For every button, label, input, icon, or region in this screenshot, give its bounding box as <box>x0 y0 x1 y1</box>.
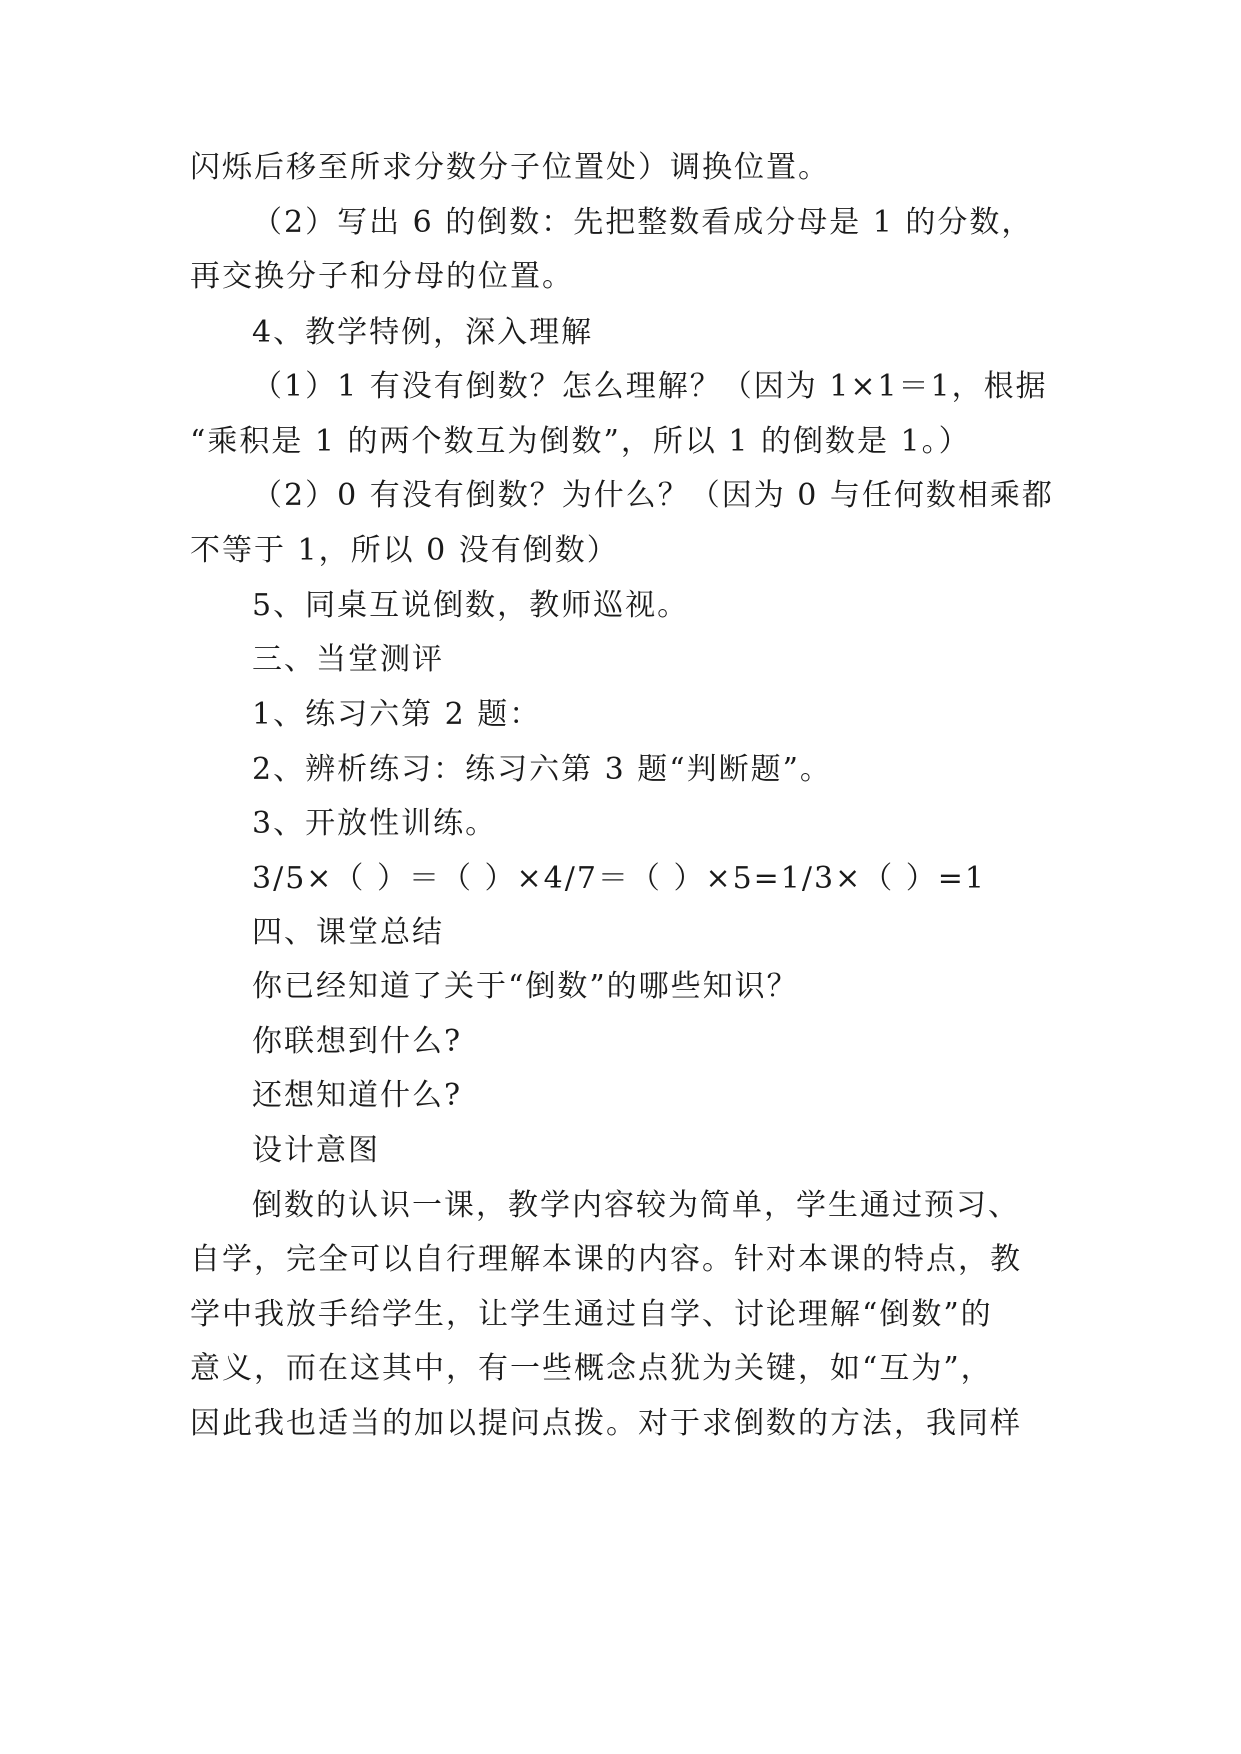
section-heading: 5、同桌互说倒数，教师巡视。 <box>252 588 690 623</box>
section-heading: 4、教学特例，深入理解 <box>252 315 594 350</box>
text-line: 不等于 1，所以 0 没有倒数） <box>190 533 619 568</box>
text-line: 你已经知道了关于“倒数”的哪些知识？ <box>252 969 799 1004</box>
text-line: 学中我放手给学生，让学生通过自学、讨论理解“倒数”的 <box>190 1297 993 1332</box>
equation-line: 3/5×（ ）＝（ ）×4/7＝（ ）×5=1/3×（ ）=1 <box>252 861 986 896</box>
text-line: 还想知道什么? <box>252 1078 463 1113</box>
text-line: 倒数的认识一课，教学内容较为简单，学生通过预习、 <box>252 1188 1020 1223</box>
text-line: 再交换分子和分母的位置。 <box>190 259 574 294</box>
text-line: 意义，而在这其中，有一些概念点犹为关键，如“互为”， <box>190 1351 993 1386</box>
text-line: （1）1 有没有倒数？怎么理解？（因为 1×1＝1，根据 <box>252 369 1048 404</box>
text-line: 自学，完全可以自行理解本课的内容。针对本课的特点，教 <box>190 1242 1022 1277</box>
text-line: 1、练习六第 2 题： <box>252 697 542 732</box>
section-heading: 四、课堂总结 <box>252 915 444 950</box>
text-line: 闪烁后移至所求分数分子位置处）调换位置。 <box>190 150 830 185</box>
text-line: 3、开放性训练。 <box>252 806 498 841</box>
text-line: 2、辨析练习：练习六第 3 题“判断题”。 <box>252 752 832 787</box>
text-line: “乘积是 1 的两个数互为倒数”，所以 1 的倒数是 1。） <box>190 424 971 459</box>
text-line: （2）写出 6 的倒数：先把整数看成分母是 1 的分数， <box>252 205 1034 240</box>
text-line: （2）0 有没有倒数？为什么？（因为 0 与任何数相乘都 <box>252 478 1054 513</box>
section-heading: 设计意图 <box>252 1133 380 1168</box>
section-heading: 三、当堂测评 <box>252 642 444 677</box>
text-line: 你联想到什么? <box>252 1024 463 1059</box>
text-line: 因此我也适当的加以提问点拨。对于求倒数的方法，我同样 <box>190 1406 1022 1441</box>
